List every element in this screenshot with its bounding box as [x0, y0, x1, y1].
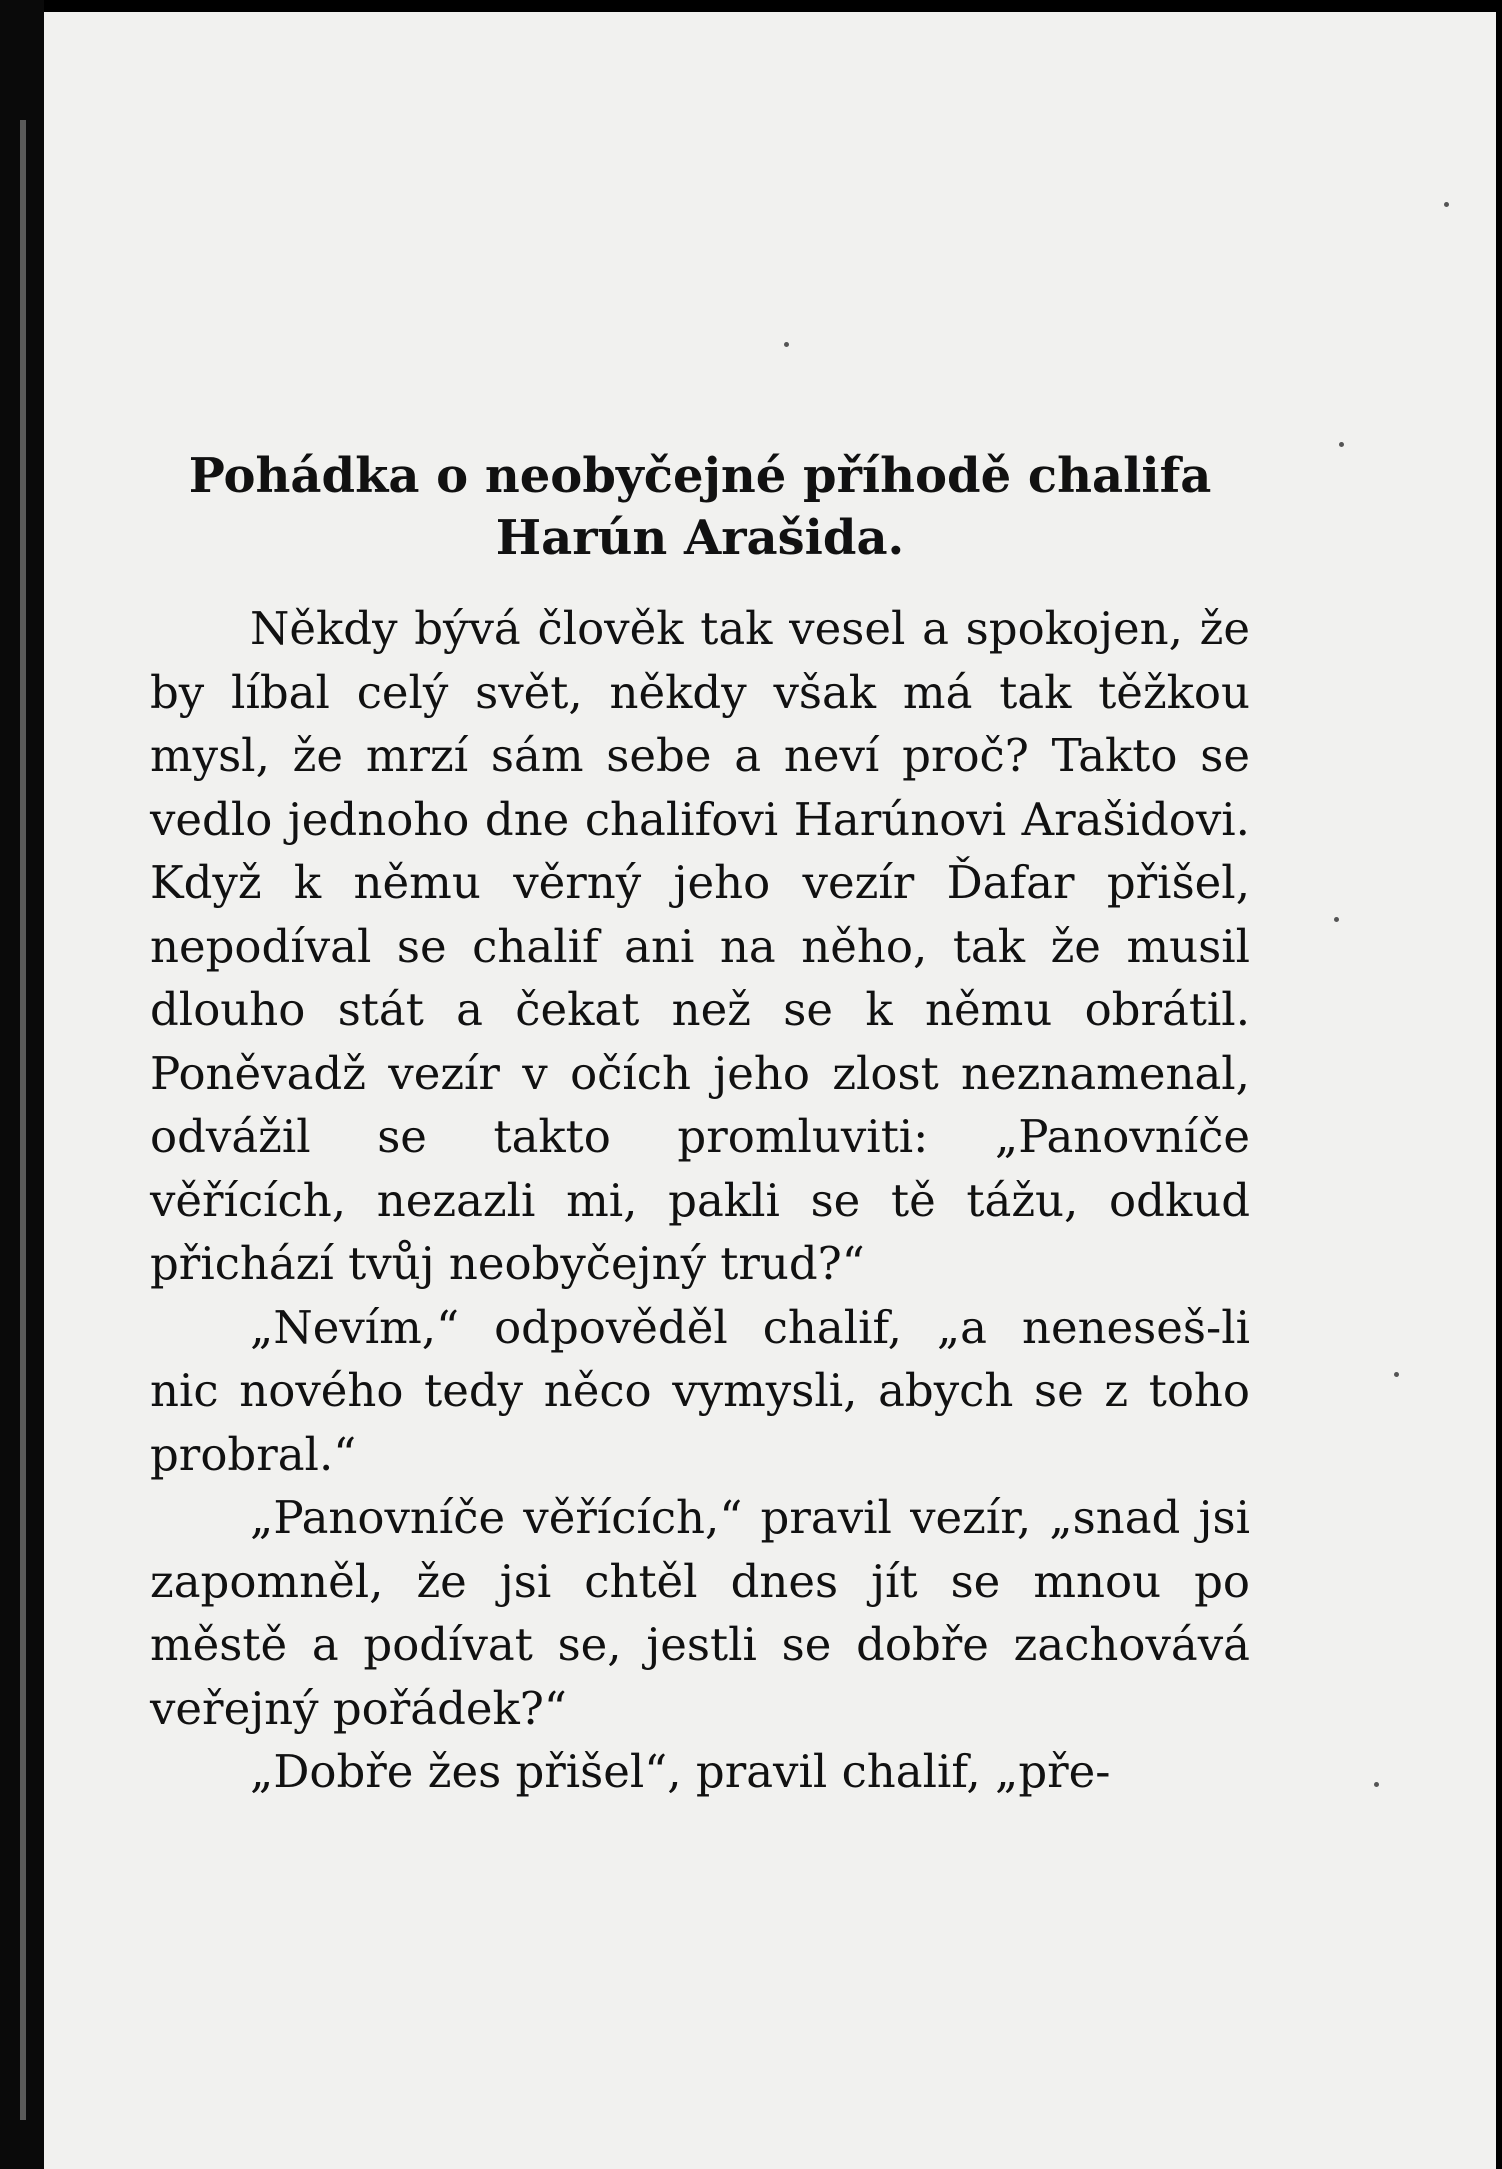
paper-speck [1334, 917, 1339, 922]
gutter-edge [20, 120, 26, 2120]
paper-speck [1374, 1782, 1379, 1787]
page-text [150, 445, 1250, 1804]
paper-speck [1339, 442, 1344, 447]
chapter-title-line-2: Harún Arašida. [495, 510, 905, 566]
chapter-title [150, 445, 1250, 569]
paragraph-4: „Dobře žes přišel“, pravil chalif, „pře- [250, 1745, 1111, 1798]
paragraph-3: „Panovníče věřících,“ pravil vezír, „snad jsi zapomněl, že jsi chtěl dnes jít se mnou po městě a podívat se, jestli se dobře zachovává veřejný pořádek?“ [150, 1491, 1250, 1735]
paragraph-2: „Nevím,“ odpověděl chalif, „a neneseš-li nic nového tedy něco vymysli, abych se z toho probral.“ [150, 1300, 1250, 1481]
paper-speck [1394, 1372, 1399, 1377]
paragraph-1: Někdy bývá člověk tak vesel a spokojen, že by líbal celý svět, někdy však má tak těžkou mysl, že mrzí sám sebe a neví proč? Takto se vedlo jednoho dne chalifovi Harúnovi Arašidovi. Když k němu věrný jeho vezír Ďafar přišel, nepodíval se chalif ani na něho, tak že musil dlouho stát a čekat než se k němu obrátil. Poněvadž vezír v očích jeho zlost neznamenal, odvážil se takto promluviti: „Panovníče věřících, nezazli mi, pakli se tě tážu, odkud přichází tvůj neobyčejný trud?“ [150, 602, 1250, 1290]
binding-gutter [0, 0, 44, 2169]
chapter-title-line-1: Pohádka o neobyčejné příhodě chalifa [188, 448, 1212, 504]
paper-speck [784, 342, 789, 347]
paper-speck [1444, 202, 1449, 207]
